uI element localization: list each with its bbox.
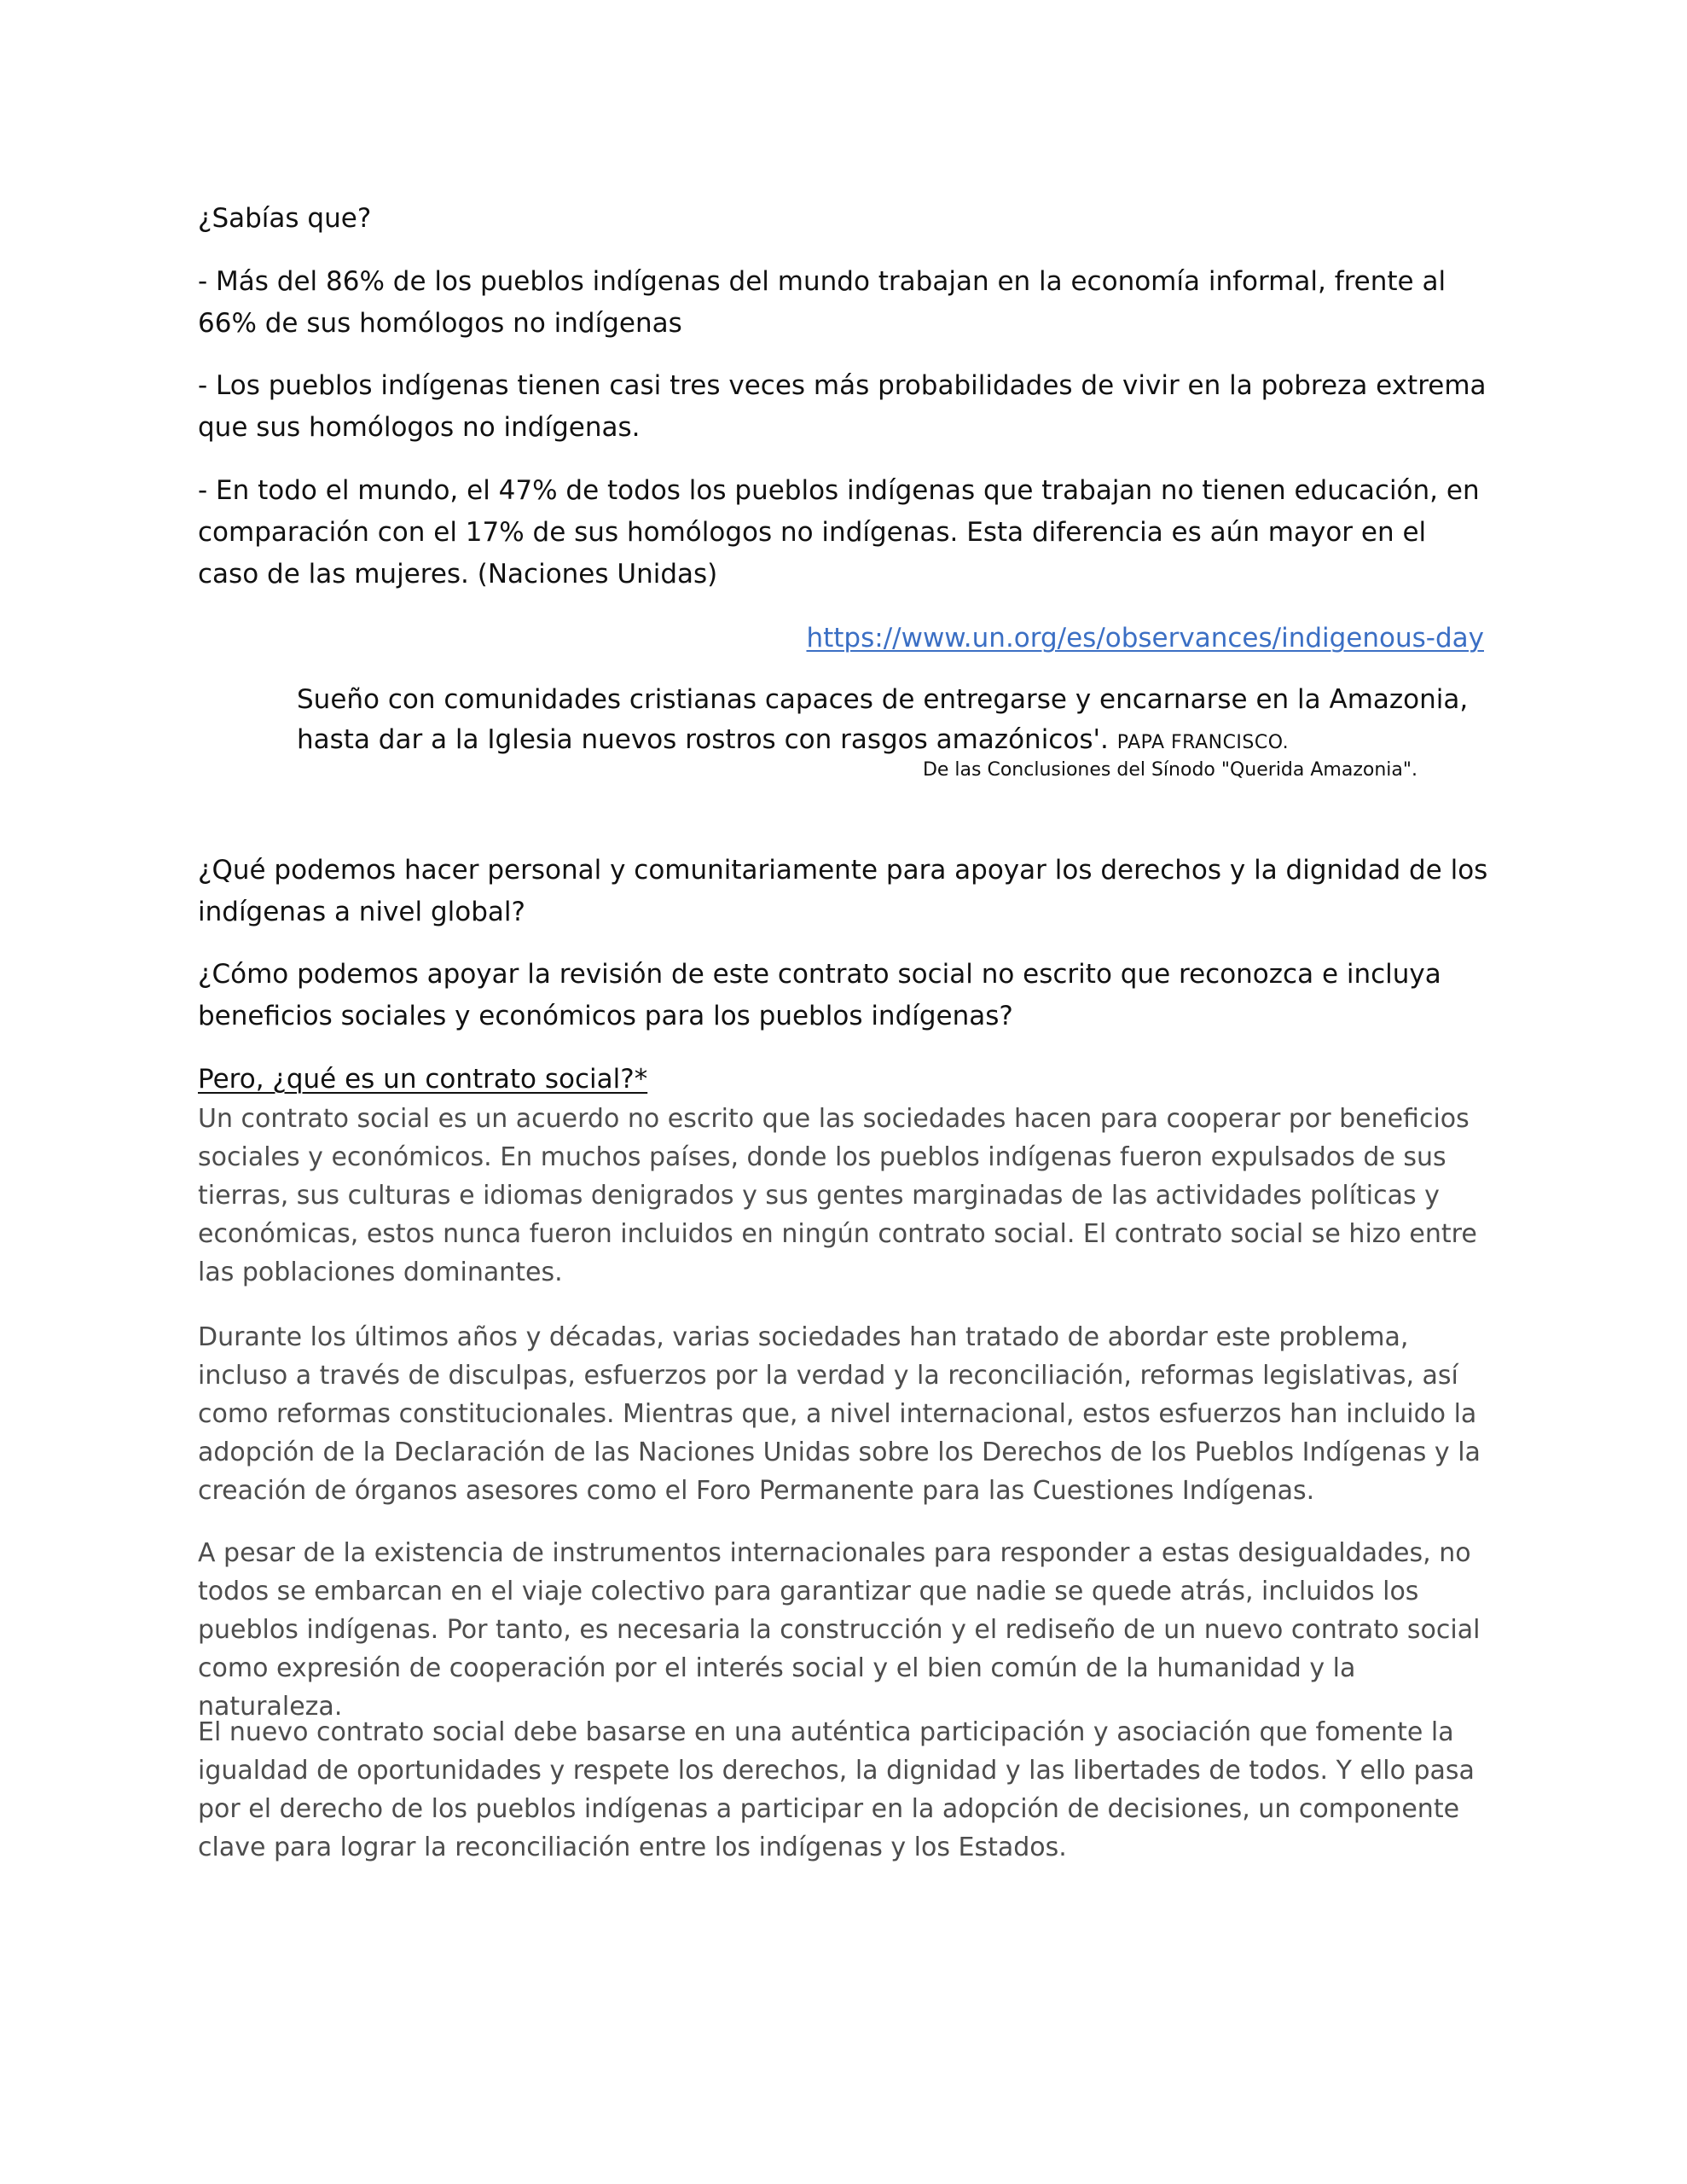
paragraph-inequalities: A pesar de la existencia de instrumentos internacionales para responder a estas desigualdades, no todos se embarcan en el viaje colectivo para garantizar que nadie se quede atrás, incluidos los pueblos indígenas. Por tanto, es necesaria la construcción y el rediseño de un nuevo contrato social como expresión de cooperación por el interés social y el bien común de la humanidad y la naturaleza. (198, 1538, 1481, 1722)
social-contract-heading: Pero, ¿qué es un contrato social?* (198, 1064, 648, 1095)
question-personal-action: ¿Qué podemos hacer personal y comunitariamente para apoyar los derechos y la dignidad de los indígenas a nivel global? (198, 855, 1488, 927)
fact-extreme-poverty: - Los pueblos indígenas tienen casi tres veces más probabilidades de vivir en la pobreza extrema que sus homólogos no indígenas. (198, 370, 1487, 443)
paragraph-definition: Un contrato social es un acuerdo no escrito que las sociedades hacen para cooperar por beneficios sociales y económicos. En muchos países, donde los pueblos indígenas fueron expulsados de sus tierras, sus culturas e idiomas denigrados y sus gentes marginadas de las actividades políticas y económicas, estos nunca fueron incluidos en ningún contrato social. El contrato social se hizo entre las poblaciones dominantes. (198, 1104, 1477, 1287)
fact-informal-economy: - Más del 86% de los pueblos indígenas del mundo trabajan en la economía informal, frente al 66% de sus homólogos no indígenas (198, 266, 1446, 339)
quote-author: PAPA FRANCISCO. (1116, 732, 1290, 753)
fact-education: - En todo el mundo, el 47% de todos los pueblos indígenas que trabajan no tienen educación, en comparación con el 17% de sus homólogos no indígenas. Esta diferencia es aún mayor en el caso de las mujeres. (Naciones Unidas) (198, 475, 1480, 590)
question-social-contract: ¿Cómo podemos apoyar la revisión de este contrato social no escrito que reconozca e incluya beneficios sociales y económicos para los pueblos indígenas? (198, 959, 1441, 1031)
un-observances-link[interactable]: https://www.un.org/es/observances/indigenous-day (806, 623, 1484, 653)
pope-quote (297, 680, 1491, 763)
paragraph-new-contract: El nuevo contrato social debe basarse en una auténtica participación y asociación que fomente la igualdad de oportunidades y respete los derechos, la dignidad y las libertades de todos. Y ello pasa por el derecho de los pueblos indígenas a participar en la adopción de decisiones, un componente clave para lograr la reconciliación entre los indígenas y los Estados. (198, 1717, 1475, 1862)
paragraph-efforts: Durante los últimos años y décadas, varias sociedades han tratado de abordar este problema, incluso a través de disculpas, esfuerzos por la verdad y la reconciliación, reformas legislativas, así como reformas constitucionales. Mientras que, a nivel internacional, estos esfuerzos han incluido la adopción de la Declaración de las Naciones Unidas sobre los Derechos de los Pueblos Indígenas y la creación de órganos asesores como el Foro Permanente para las Cuestiones Indígenas. (198, 1322, 1481, 1506)
intro-heading: ¿Sabías que? (198, 203, 372, 234)
quote-source: De las Conclusiones del Sínodo "Querida Amazonia". (922, 759, 1417, 781)
source-link-line (198, 618, 1484, 659)
quote-text: Sueño con comunidades cristianas capaces de entregarse y encarnarse en la Amazonia, hasta dar a la Iglesia nuevos rostros con rasgos amazónicos'. (297, 684, 1469, 755)
